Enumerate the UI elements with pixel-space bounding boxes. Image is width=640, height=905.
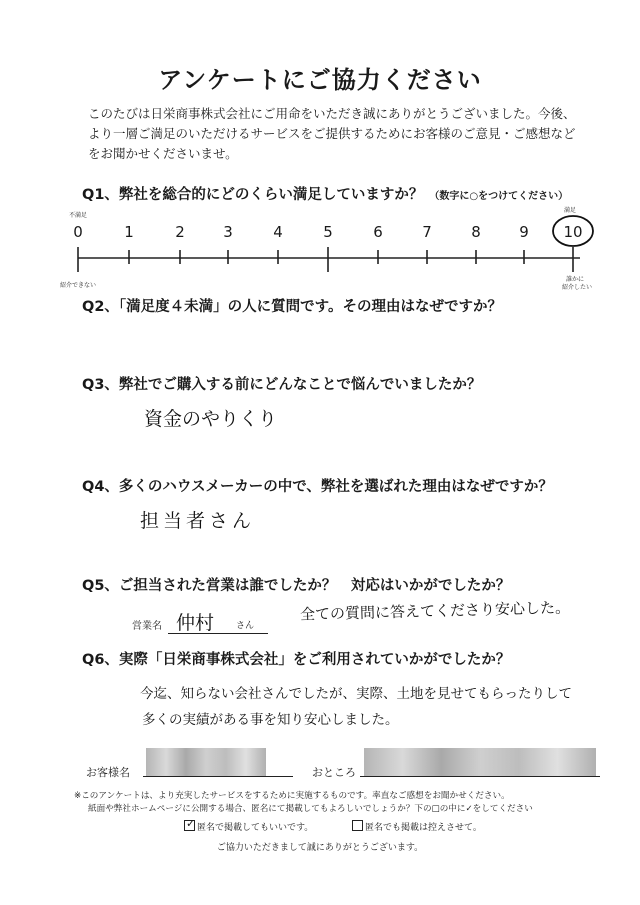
scale-high-label-top: 満足 <box>564 207 577 214</box>
intro-line: をお聞かせくださいませ。 <box>88 146 238 161</box>
consent-no-checkbox[interactable] <box>352 820 363 831</box>
customer-address-underline <box>360 776 600 777</box>
sales-name: 仲村 <box>176 612 215 634</box>
customer-name-label: お客様名 <box>86 766 130 779</box>
question-1-note: （数字に○をつけてください） <box>429 191 569 202</box>
satisfaction-scale <box>0 0 640 300</box>
scale-number-0: 0 <box>73 223 83 241</box>
scale-low-label-top: 不満足 <box>69 212 88 219</box>
footer-line-1: ※このアンケートは、より充実したサービスをするために実施するものです。率直なご感想をお聞かせください。 <box>74 791 510 801</box>
question-2: Q2、「満足度４未満」の人に質問です。その理由はなぜですか？ <box>82 299 503 315</box>
scale-number-5: 5 <box>323 223 333 241</box>
question-3: Q3、弊社でご購入する前にどんなことで悩んでいましたか？ <box>82 377 482 393</box>
consent-yes-checkbox[interactable]: ✓ <box>186 817 196 830</box>
scale-high-label-bottom-1: 誰かに <box>566 276 585 283</box>
question-5: Q5、ご担当された営業は誰でしたか？ 対応はいかがでしたか？ <box>82 578 511 594</box>
scale-number-8: 8 <box>471 223 481 241</box>
sales-name-suffix: さん <box>236 621 255 631</box>
scale-number-2: 2 <box>175 223 185 241</box>
intro-line: このたびは日栄商事株式会社にご用命をいただき誠にありがとうございました。今後、 <box>88 106 576 121</box>
answer-6-line-1: 今迄、知らない会社さんでしたが、実際、土地を見せてもらったりして <box>140 686 572 702</box>
question-6: Q6、実際「日栄商事株式会社」をご利用されていかがでしたか？ <box>82 652 511 668</box>
consent-no-option[interactable] <box>352 820 482 833</box>
scale-number-1: 1 <box>124 223 134 241</box>
question-1-text: Q1、弊社を総合的にどのくらい満足していますか？ <box>82 187 424 203</box>
scale-number-7: 7 <box>422 223 432 241</box>
consent-yes-label: 匿名で掲載してもいいです。 <box>197 823 314 833</box>
footer-thanks: ご協力いただきまして誠にありがとうございます。 <box>216 843 424 853</box>
answer-3: 資金のやりくり <box>144 408 278 430</box>
customer-address-label: おところ <box>312 766 356 779</box>
scale-number-3: 3 <box>223 223 233 241</box>
consent-no-label: 匿名でも掲載は控えさせて。 <box>365 823 482 833</box>
answer-5: 全ての質問に答えてくださり安心した。 <box>299 598 571 624</box>
scale-number-10: 10 <box>563 223 583 241</box>
answer-6-line-2: 多くの実績がある事を知り安心しました。 <box>142 712 399 728</box>
intro-line: より一層ご満足のいただけるサービスをご提供するためにお客様のご意見・ご感想など <box>88 126 576 141</box>
scale-high-label-bottom-2: 紹介したい <box>562 284 593 291</box>
scale-low-label-bottom: 紹介できない <box>60 282 97 289</box>
footer-line-2: 紙面や弊社ホームページに公開する場合、匿名にて掲載してもよろしいでしょうか？下の□の中に✓をしてください <box>88 804 533 814</box>
page-title: アンケートにご協力ください <box>158 66 482 94</box>
consent-yes-option[interactable] <box>184 817 314 833</box>
footer-notice <box>74 790 594 816</box>
sales-name-underline <box>168 633 268 634</box>
customer-address-redacted <box>364 748 596 776</box>
scale-number-4: 4 <box>273 223 283 241</box>
scale-number-6: 6 <box>373 223 383 241</box>
customer-name-redacted <box>146 748 266 776</box>
scale-number-9: 9 <box>519 223 529 241</box>
question-4: Q4、多くのハウスメーカーの中で、弊社を選ばれた理由はなぜですか？ <box>82 479 553 495</box>
sales-name-label: 営業名 <box>132 621 162 632</box>
answer-4: 担当者さん <box>140 510 256 532</box>
customer-name-underline <box>143 776 293 777</box>
